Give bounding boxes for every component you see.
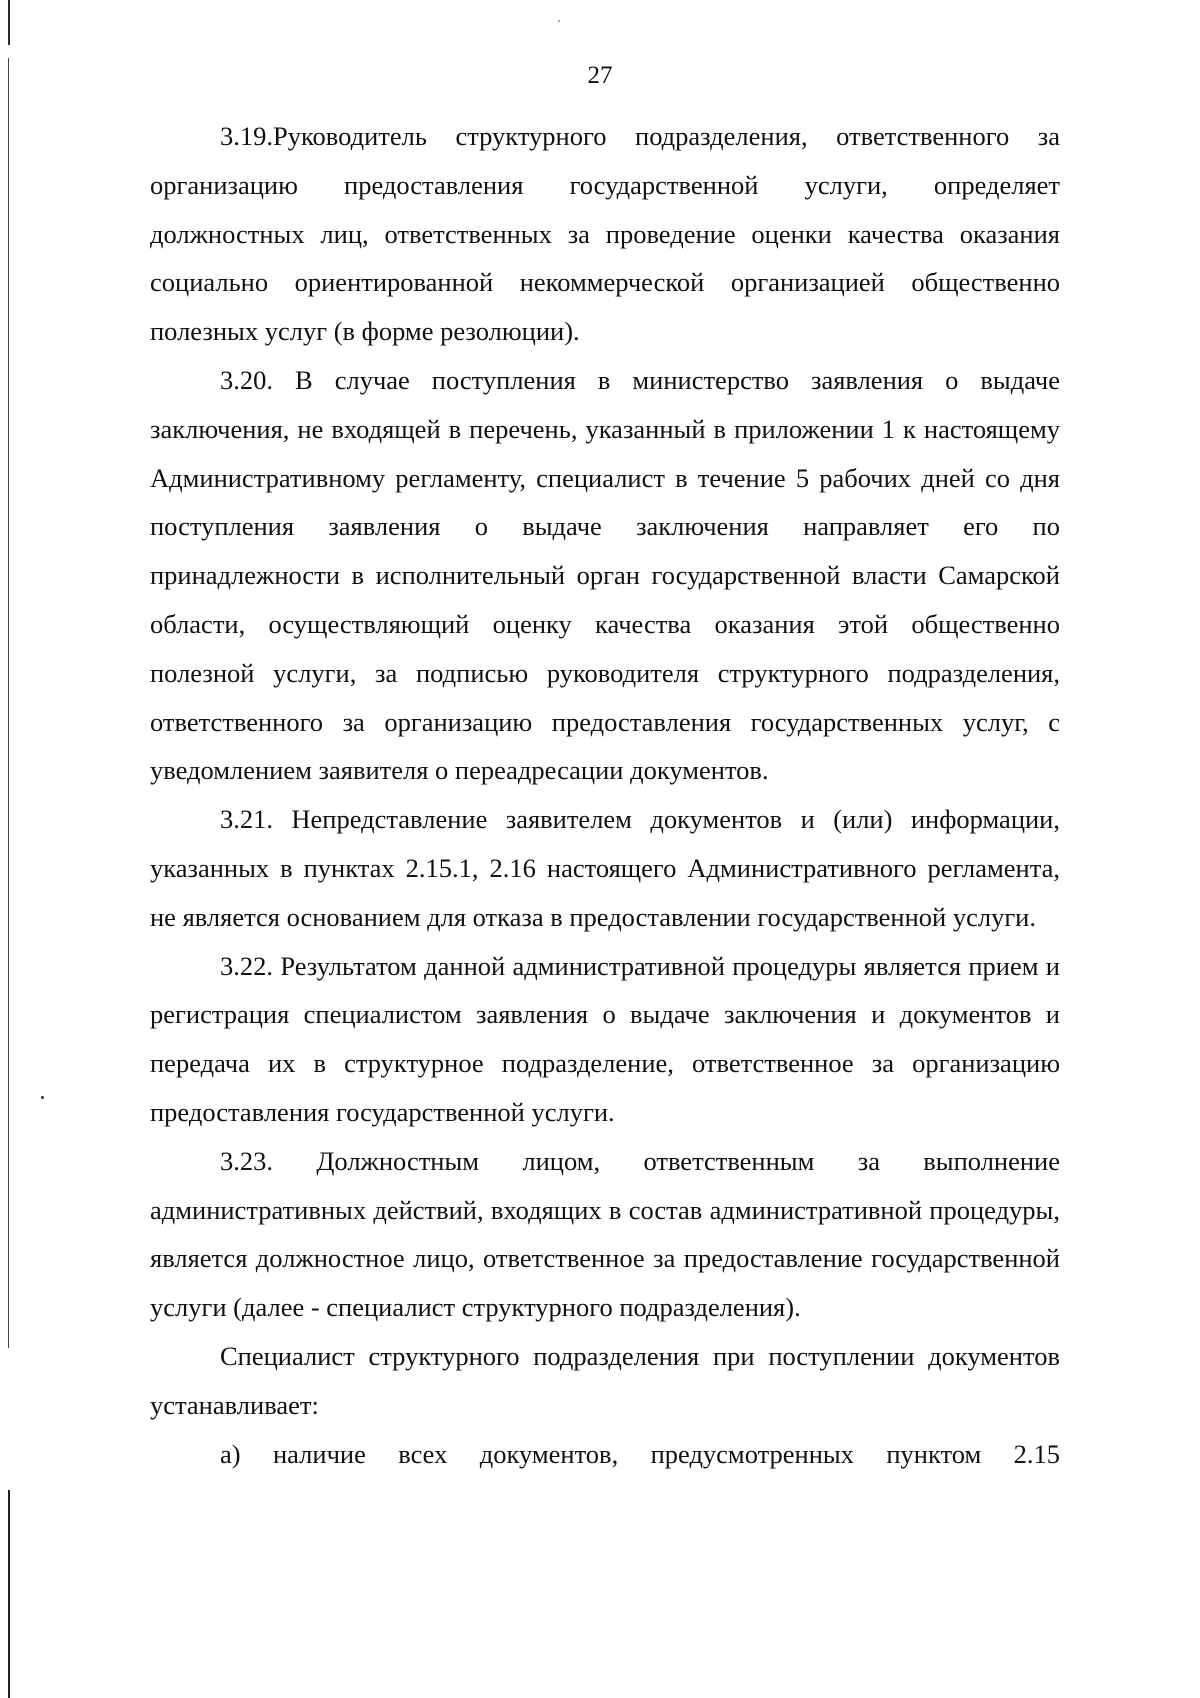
scan-edge-mark	[8, 0, 10, 45]
paragraph-3-23: 3.23. Должностным лицом, ответственным за выполнение административных действий, входящих в состав административной процедуры, является должностное лицо, ответственное за предоставление государственной услуги (далее - специалист структурного подразделения).	[150, 1145, 1060, 1323]
paragraph-3-21: 3.21. Непредставление заявителем документов и (или) информации, указанных в пунктах 2.15.1, 2.16 настоящего Административного регламента, не является основанием для отказа в предоставлении государственной услуги.	[150, 804, 1060, 932]
list-item-a: а) наличие всех документов, предусмотренных пунктом 2.15	[220, 1438, 1060, 1469]
paragraph-3-20: 3.20. В случае поступления в министерство заявления о выдаче заключения, не входящей в перечень, указанный в приложении 1 к настоящему Административному регламенту, специалист в течение 5 рабочих дней со дня поступления заявления о выдаче заключения направляет его по принадлежности в исполнительный орган государственной власти Самарской области, осуществляющий оценку качества оказания этой общественно полезной услуги, за подписью руководителя структурного подразделения, ответственного за организацию предоставления государственных услуг, с уведомлением заявителя о переадресации документов.	[150, 364, 1060, 786]
document-body	[150, 112, 1060, 1478]
scan-speck	[41, 1096, 44, 1099]
paragraph-specialist: Специалист структурного подразделения при поступлении документов устанавливает:	[150, 1340, 1060, 1420]
paragraph-3-19: 3.19.Руководитель структурного подразделения, ответственного за организацию предоставления государственной услуги, определяет должностных лиц, ответственных за проведение оценки качества оказания социально ориентированной некоммерческой организацией общественно полезных услуг (в форме резолюции).	[150, 121, 1060, 347]
page-number: 27	[587, 62, 613, 89]
scan-edge-mark	[8, 58, 9, 1348]
paragraph-3-22: 3.22. Результатом данной административной процедуры является прием и регистрация специалистом заявления о выдаче заключения и документов и передача их в структурное подразделение, ответственное за организацию предоставления государственной услуги.	[150, 950, 1060, 1127]
scan-edge-mark	[8, 1490, 10, 1698]
scan-speck	[558, 20, 560, 22]
